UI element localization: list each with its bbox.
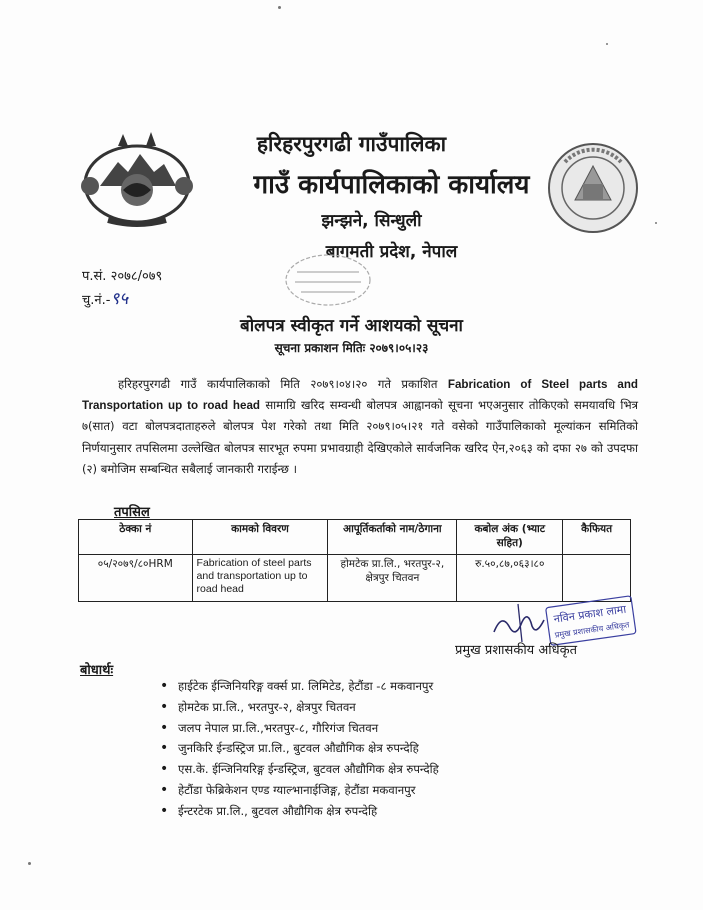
list-item: • होमटेक प्रा.लि., भरतपुर-२, क्षेत्रपुर चितवन (160, 697, 439, 718)
scan-speck (606, 43, 608, 45)
notice-title: बोलपत्र स्वीकृत गर्ने आशयको सूचना (240, 316, 463, 336)
list-item: • ईन्टरटेक प्रा.लि., बुटवल औद्यौगिक क्षेत्र रुपन्देहि (160, 801, 439, 822)
table-header-row (79, 520, 631, 555)
work-description-cell: Fabrication of steel parts and transportation up to road head (192, 555, 328, 602)
municipality-name: हरिहरपुरगढी गाउँपालिका (256, 132, 447, 156)
notice-body-before: हरिहरपुरगढी गाउँ कार्यपालिकाको मिति २०७९।०४।२० गते प्रकाशित (118, 377, 438, 391)
scan-speck (278, 6, 281, 9)
notice-body-after: सामाग्रि खरिद सम्वन्धी बोलपत्र आह्वानको सूचना भएअनुसार तोकिएको समयावधि भित्र ७(सात) वटा बोलपत्रदाताहरुले बोलपत्र पेश गरेको तथा मिति २०७९।०५।२१ गते वसेको गाउँपालिकाको मूल्यांकन समितिको निर्णयानुसार तपसिलमा उल्लेखित बोलपत्र सारभूत रुपमा प्रभावग्राही देखिएकोले सार्वजनिक खरिद ऐन,२०६३ को दफा २७ को उपदफा (२) बमोजिम सम्बन्धित सबैलाई जानकारी गराईन्छ । (82, 398, 638, 476)
notice-body-item: Fabrication of Steel parts and Transportation up to road head (82, 378, 638, 413)
office-province: बागमती प्रदेश, नेपाल (325, 242, 458, 262)
list-item: • हेटौंडा फेब्रिकेशन एण्ड ग्याल्भानाईजिङ्ग, हेटौंडा मकवानपुर (160, 780, 439, 801)
cc-heading: बोधार्थः (80, 663, 114, 678)
list-item: • हाईटेक ईन्जिनियरिङ्ग वर्क्स प्रा. लिमिटेड, हेटौंडा -८ मकवानपुर (160, 676, 439, 697)
scan-speck (28, 862, 31, 865)
office-name: गाउँ कार्यपालिकाको कार्यालय (253, 170, 530, 200)
scan-speck (655, 222, 657, 224)
column-header: कैफियत (563, 520, 631, 555)
supplier-cell: होमटेक प्रा.लि., भरतपुर-२, क्षेत्रपुर चितवन (328, 555, 457, 602)
list-item: • जलप नेपाल प्रा.लि.,भरतपुर-८, गौरिगंज चितवन (160, 718, 439, 739)
cc-list (160, 676, 439, 822)
notice-body (82, 374, 638, 480)
column-header: आपूर्तिकर्ताको नाम/ठेगाना (328, 520, 457, 555)
signatory-title: प्रमुख प्रशासकीय अधिकृत (455, 643, 578, 658)
office-rubber-stamp-icon (283, 252, 373, 308)
office-location: झन्झने, सिन्धुली (321, 211, 422, 231)
schedule-table (78, 519, 631, 602)
list-item: • एस.के. ईन्जिनियरिङ्ग ईन्डस्ट्रिज, बुटवल औद्यौगिक क्षेत्र रुपन्देहि (160, 759, 439, 780)
publication-date: सूचना प्रकाशन मितिः २०७९।०५।२३ (274, 341, 429, 355)
contract-number-cell: ०५/२०७९/८०HRM (79, 555, 193, 602)
column-header: ठेक्का नं (79, 520, 193, 555)
dispatch-value: ९५ (110, 289, 129, 309)
signature-stamp-title: प्रमुख प्रशासकीय अधिकृत (554, 620, 630, 640)
dispatch-number (82, 286, 128, 309)
schedule-heading: तपसिल (114, 505, 150, 520)
bid-amount-cell: रु.५०,८७,०६३।८० (457, 555, 563, 602)
reference-number: प.सं. २०७८/०७९ (82, 269, 163, 284)
column-header: कामको विवरण (192, 520, 328, 555)
column-header: कबोल अंक (भ्याट सहित) (457, 520, 563, 555)
list-item: • जुनकिरि ईन्डस्ट्रिज प्रा.लि., बुटवल औद्यौगिक क्षेत्र रुपन्देहि (160, 738, 439, 759)
signature-stamp-name: नविन प्रकाश लामा (552, 602, 627, 626)
dispatch-label: चु.नं.- (82, 293, 111, 308)
